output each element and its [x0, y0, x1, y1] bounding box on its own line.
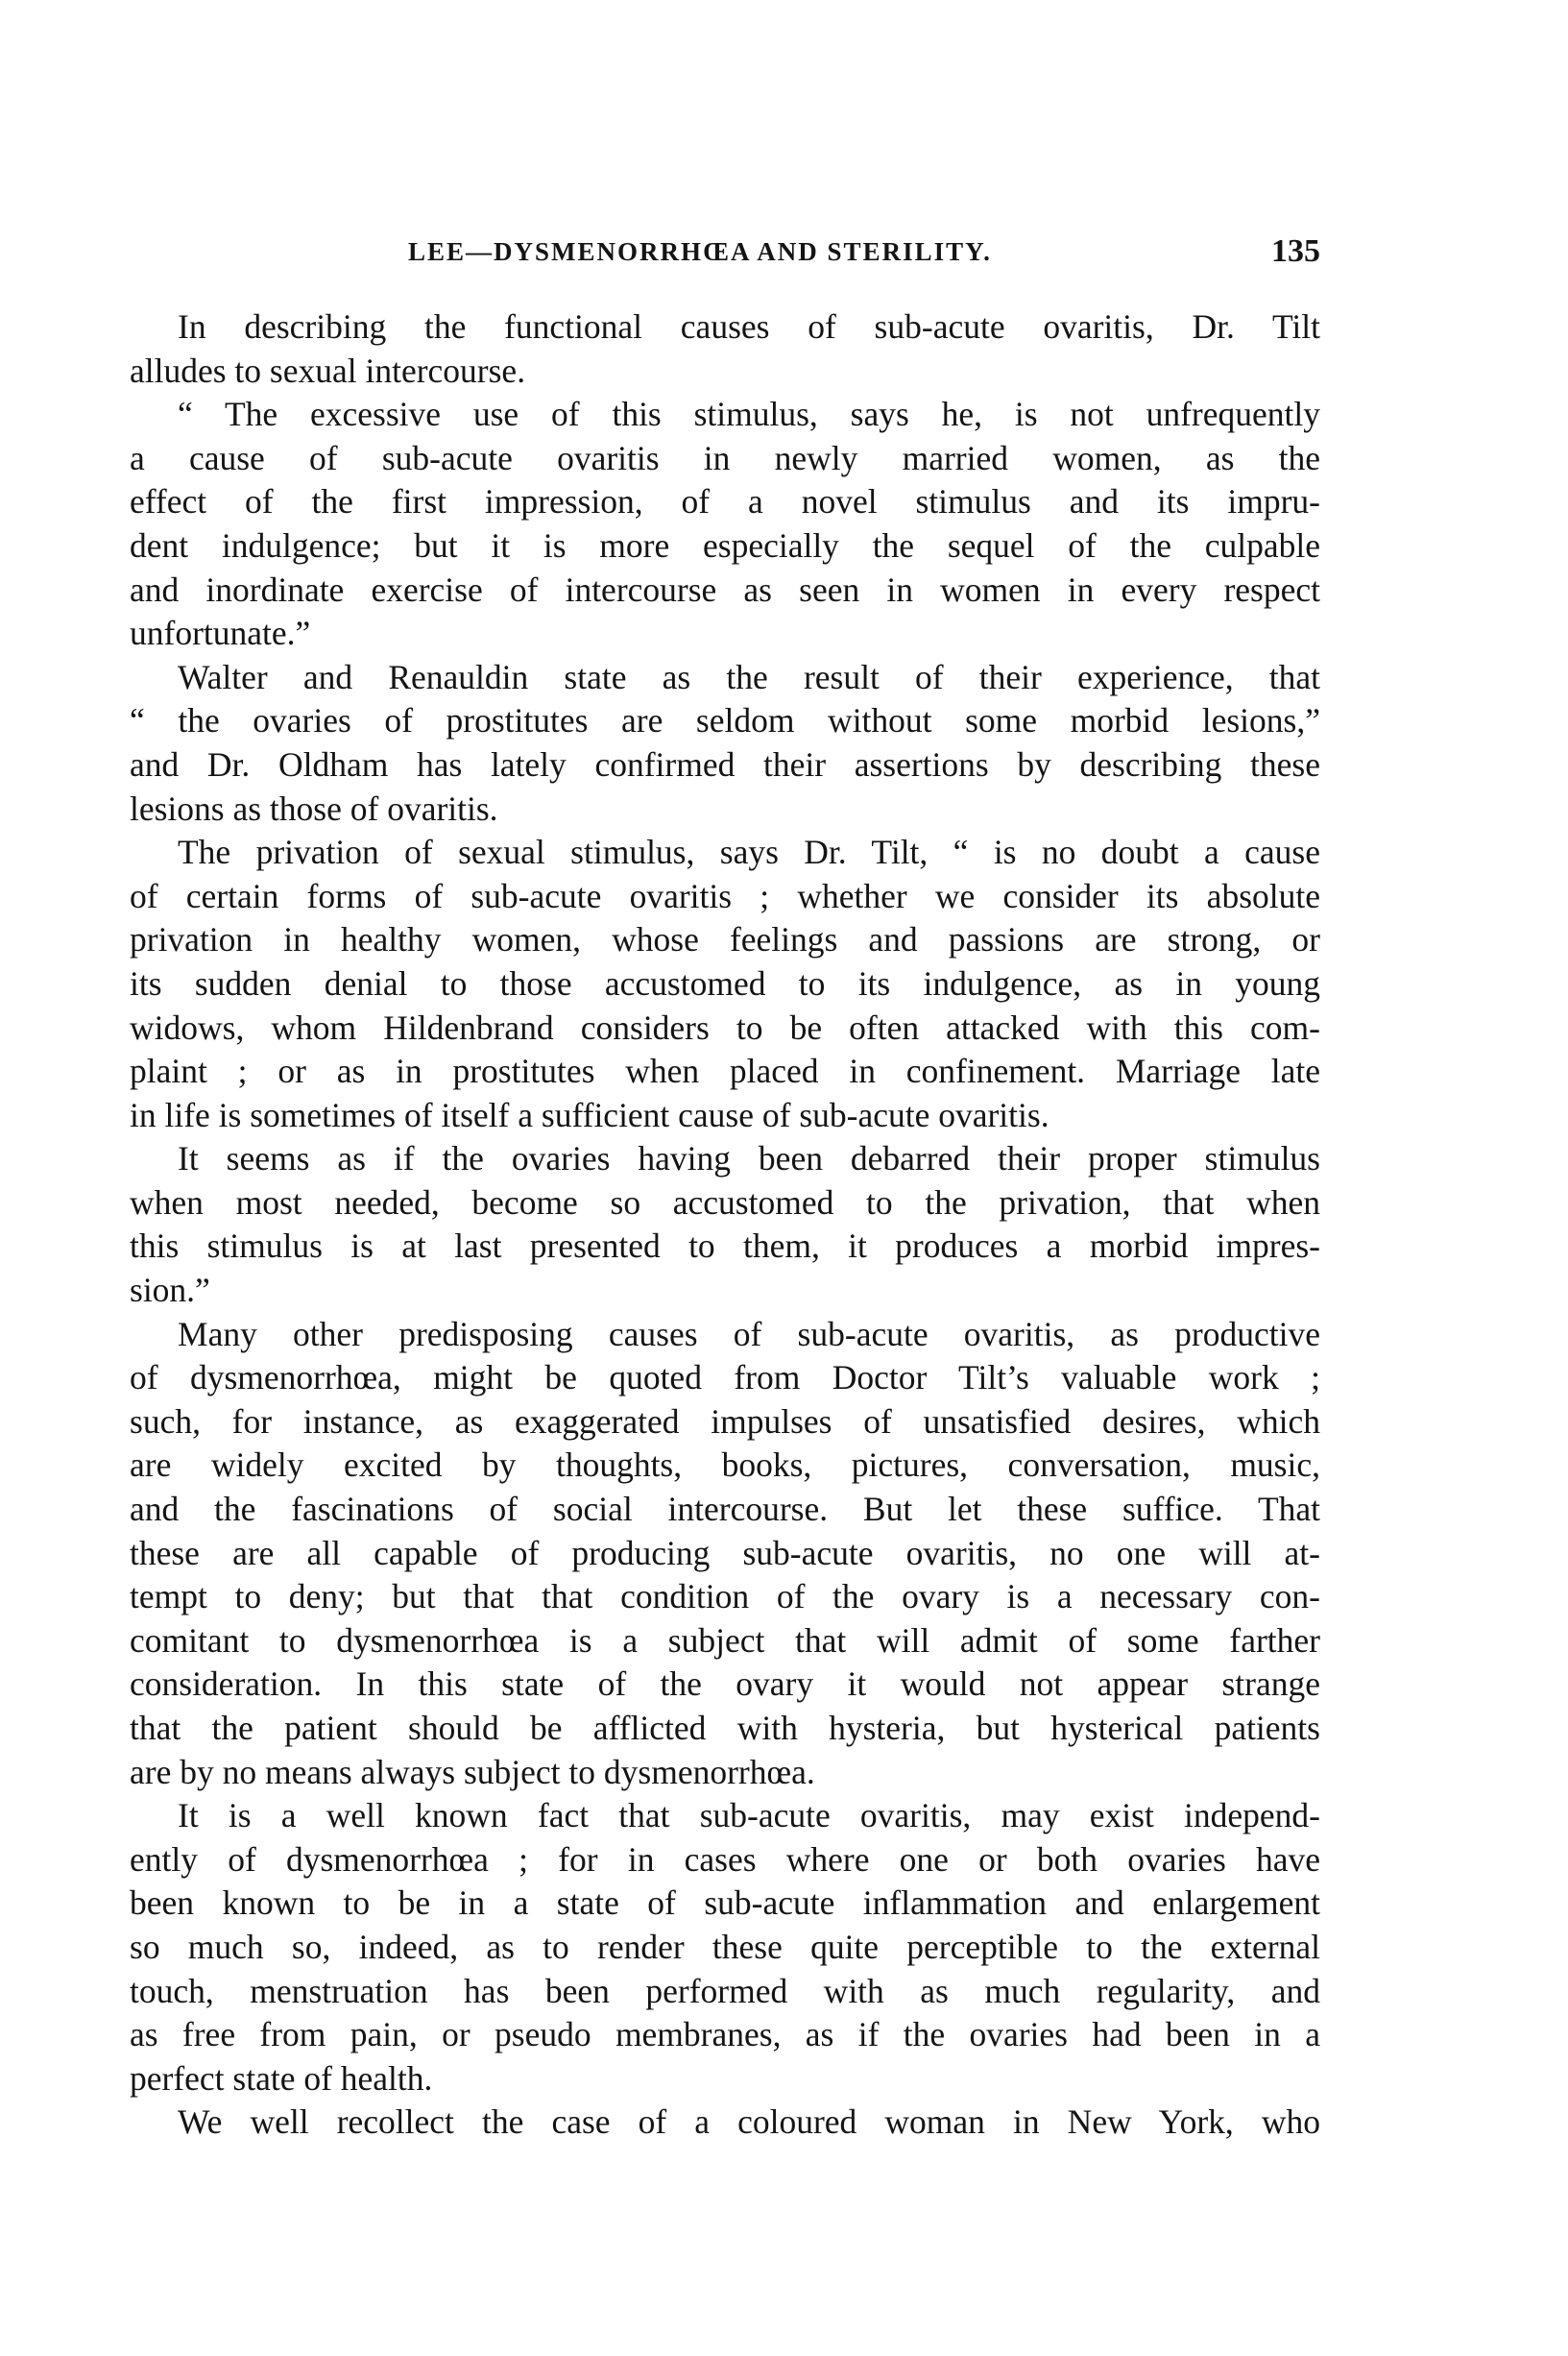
page-number: 135: [1271, 233, 1320, 269]
paragraph: [130, 1794, 1320, 2101]
paragraph: [130, 393, 1320, 656]
text-line: unfortunate.”: [130, 614, 311, 653]
text-line: and inordinate exercise of intercourse as seen in women in every respect: [130, 570, 1320, 609]
body-text: [130, 305, 1320, 2145]
text-line: sion.”: [130, 1271, 210, 1310]
text-line: these are all capable of producing sub-acute ovaritis, no one will at-: [130, 1533, 1320, 1572]
paragraph: [130, 1313, 1320, 1795]
running-head: [130, 233, 1320, 281]
text-line: privation in healthy women, whose feelings and passions are strong, or: [130, 920, 1320, 959]
text-line: and Dr. Oldham has lately confirmed their assertions by describing these: [130, 744, 1320, 784]
text-line: plaint ; or as in prostitutes when placed in confinement. Marriage late: [130, 1052, 1320, 1091]
paragraph: [130, 305, 1320, 393]
text-line: and the fascinations of social intercourse. But let these suffice. That: [130, 1490, 1320, 1529]
text-line: this stimulus is at last presented to them, it produces a morbid impres-: [130, 1227, 1320, 1266]
text-line: It is a well known fact that sub-acute ovaritis, may exist independ-: [178, 1796, 1320, 1835]
text-line: We well recollect the case of a coloured woman in New York, who: [178, 2102, 1320, 2142]
text-line: “ The excessive use of this stimulus, says he, is not unfrequently: [178, 395, 1320, 434]
text-line: are widely excited by thoughts, books, pictures, conversation, music,: [130, 1445, 1320, 1485]
text-line: comitant to dysmenorrhœa is a subject that will admit of some farther: [130, 1620, 1320, 1660]
text-line: dent indulgence; but it is more especially the sequel of the culpable: [130, 525, 1320, 565]
text-line: Walter and Renauldin state as the result of their experience, that: [178, 657, 1320, 696]
text-line: in life is sometimes of itself a sufficient cause of sub-acute ovaritis.: [130, 1095, 1049, 1134]
text-line: widows, whom Hildenbrand considers to be often attacked with this com-: [130, 1008, 1320, 1047]
text-line: that the patient should be afflicted with hysteria, but hysterical patients: [130, 1709, 1320, 1747]
paragraph: [130, 656, 1320, 831]
text-line: perfect state of health.: [130, 2058, 433, 2098]
text-line: as free from pain, or pseudo membranes, as if the ovaries had been in a: [130, 2015, 1320, 2054]
text-line: of certain forms of sub-acute ovaritis ; whether we consider its absolute: [130, 876, 1320, 915]
text-line: are by no means always subject to dysmenorrhœa.: [130, 1752, 815, 1791]
text-line: effect of the first impression, of a novel stimulus and its impru-: [130, 482, 1320, 522]
text-line: In describing the functional causes of sub-acute ovaritis, Dr. Tilt: [178, 307, 1320, 346]
running-title: LEE—DYSMENORRHŒA AND STERILITY.: [408, 237, 992, 266]
text-line: ently of dysmenorrhœa ; for in cases where one or both ovaries have: [130, 1839, 1320, 1879]
text-line: alludes to sexual intercourse.: [130, 351, 526, 390]
text-line: “ the ovaries of prostitutes are seldom without some morbid lesions,”: [130, 701, 1320, 741]
text-line: its sudden denial to those accustomed to its indulgence, as in young: [130, 963, 1320, 1003]
text-line: touch, menstruation has been performed with as much regularity, and: [130, 1971, 1320, 2010]
paragraph: [130, 1137, 1320, 1312]
text-line: It seems as if the ovaries having been debarred their proper stimulus: [178, 1139, 1320, 1178]
text-line: consideration. In this state of the ovary it would not appear strange: [130, 1664, 1320, 1704]
text-line: been known to be in a state of sub-acute inflammation and enlargement: [130, 1883, 1320, 1923]
text-line: of dysmenorrhœa, might be quoted from Doctor Tilt’s valuable work ;: [130, 1358, 1320, 1397]
text-line: The privation of sexual stimulus, says Dr. Tilt, “ is no doubt a cause: [178, 833, 1320, 872]
text-line: a cause of sub-acute ovaritis in newly married women, as the: [130, 438, 1320, 477]
text-line: such, for instance, as exaggerated impulses of unsatisfied desires, which: [130, 1401, 1320, 1441]
text-line: when most needed, become so accustomed to the privation, that when: [130, 1182, 1320, 1222]
text-line: lesions as those of ovaritis.: [130, 789, 498, 828]
text-line: Many other predisposing causes of sub-acute ovaritis, as productive: [178, 1314, 1320, 1353]
text-line: tempt to deny; but that that condition of the ovary is a necessary con-: [130, 1577, 1320, 1616]
text-line: so much so, indeed, as to render these quite perceptible to the external: [130, 1927, 1320, 1966]
paragraph: [130, 831, 1320, 1137]
paragraph: [130, 2101, 1320, 2145]
